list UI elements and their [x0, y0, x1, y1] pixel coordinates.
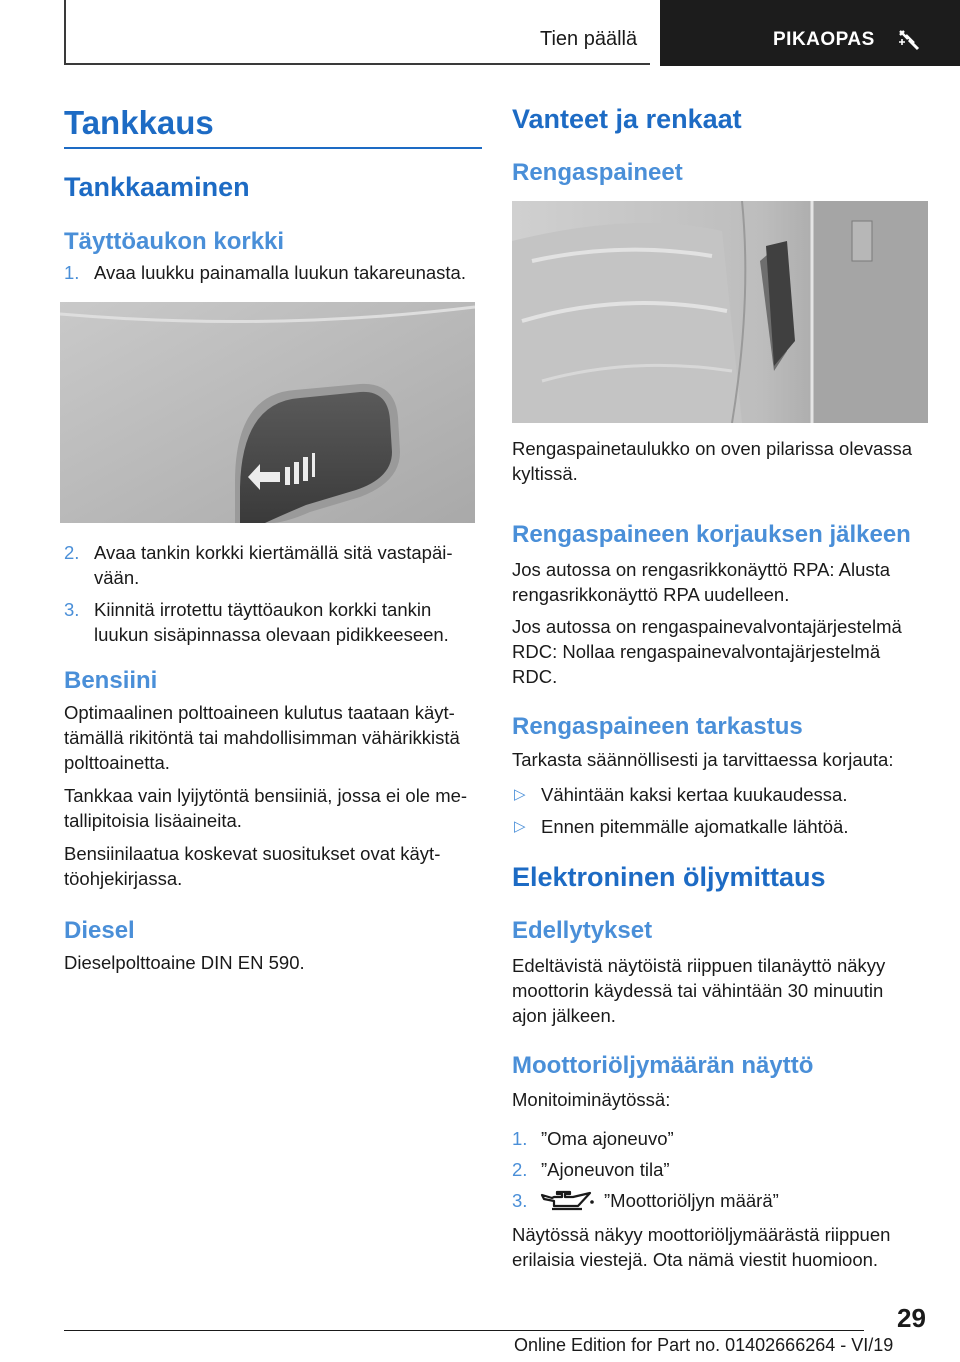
fuel-flap-photo: [60, 302, 475, 523]
petrol-p1-b: tämällä rikitöntä tai mahdollisimman vähärikkistä: [64, 727, 460, 748]
req-text-c: ajon jälkeen.: [512, 1005, 616, 1026]
footer-rule: [64, 1330, 864, 1331]
header-left-rule: [64, 0, 66, 64]
menu-step-1-text: ”Oma ajoneuvo”: [541, 1128, 674, 1149]
diesel-text: Dieselpolttoaine DIN EN 590.: [64, 952, 305, 973]
heading-tyre-pressure: Rengaspaineet: [512, 159, 683, 186]
petrol-p1-c: polttoainetta.: [64, 752, 170, 773]
menu-step-2-text: ”Ajoneuvon tila”: [541, 1159, 670, 1180]
petrol-p3-a: Bensiinilaatua koskevat suositukset ovat käyt-: [64, 843, 441, 864]
req-text-a: Edeltävistä näytöistä riippuen tilanäyttö näkyy: [512, 955, 886, 976]
oil-can-icon: [540, 1190, 594, 1212]
petrol-p2-b: tallipitoisia lisäaineita.: [64, 810, 242, 831]
heading-tankkaus: Tankkaus: [64, 104, 214, 141]
footer-edition: Online Edition for Part no. 01402666264 - VI/19: [514, 1335, 894, 1355]
heading-requirements: Edellytykset: [512, 917, 653, 944]
step-1-number: 1.: [64, 262, 80, 283]
pressure-text-a: Rengaspainetaulukko on oven pilarissa olevassa: [512, 438, 913, 459]
step-3-text-b: luukun sisäpinnassa olevaan pidikkeeseen.: [94, 624, 449, 645]
bullet-2-text: Ennen pitemmälle ajomatkalle lähtöä.: [541, 816, 849, 837]
req-text-b: moottorin käydessä tai vähintään 30 minuutin: [512, 980, 884, 1001]
step-2-text-a: Avaa tankin korkki kiertämällä sitä vastapäi-: [94, 542, 453, 563]
final-text-b: erilaisia viestejä. Ota nämä viestit huomioon.: [512, 1249, 879, 1270]
heading-diesel: Diesel: [64, 917, 135, 944]
petrol-p3-b: töohjekirjassa.: [64, 868, 183, 889]
pressure-text-b: kyltissä.: [512, 463, 578, 484]
heading-wheels: Vanteet ja renkaat: [512, 104, 742, 134]
menu-step-3-text: ”Moottoriöljyn määrä”: [604, 1190, 779, 1211]
step-1-text: Avaa luukku painamalla luukun takareunasta.: [94, 262, 466, 283]
quick-guide-icon: [897, 28, 921, 52]
page-number: 29: [897, 1303, 926, 1333]
quick-guide-tab-label[interactable]: PIKAOPAS: [773, 29, 875, 50]
after-p2-b: RDC: Nollaa rengaspainevalvontajärjestelmä: [512, 641, 881, 662]
header-section-title[interactable]: Tien päällä: [540, 28, 638, 50]
bullet-triangle-icon: ▷: [514, 818, 526, 835]
petrol-p2-a: Tankkaa vain lyijytöntä bensiiniä, jossa ei ole me-: [64, 785, 468, 806]
heading-pressure-check: Rengaspaineen tarkastus: [512, 713, 803, 740]
step-3-number: 3.: [64, 599, 80, 620]
heading-tankkaaminen: Tankkaaminen: [64, 172, 250, 202]
heading-oil-level-display: Moottoriöljymäärän näyttö: [512, 1052, 814, 1079]
bullet-1-text: Vähintään kaksi kertaa kuukaudessa.: [541, 784, 848, 805]
step-2-number: 2.: [64, 542, 80, 563]
step-3-text-a: Kiinnitä irrotettu täyttöaukon korkki tankin: [94, 599, 432, 620]
step-2-text-b: vään.: [94, 567, 140, 588]
check-text: Tarkasta säännöllisesti ja tarvittaessa korjauta:: [512, 749, 894, 770]
door-pillar-photo: [512, 201, 928, 423]
final-text-a: Näytössä näkyy moottoriöljymäärästä riippuen: [512, 1224, 891, 1245]
heading-fuel-cap: Täyttöaukon korkki: [64, 228, 285, 255]
heading-petrol: Bensiini: [64, 667, 158, 694]
display-text: Monitoiminäytössä:: [512, 1089, 671, 1110]
petrol-p1-a: Optimaalinen polttoaineen kulutus taataan käyt-: [64, 702, 455, 723]
heading-after-correction: Rengaspaineen korjauksen jälkeen: [512, 521, 911, 548]
heading-electronic-oil: Elektroninen öljymittaus: [512, 862, 826, 892]
header-bottom-rule: [64, 63, 650, 65]
after-p1-b: rengasrikkonäyttö RPA uudelleen.: [512, 584, 790, 605]
after-p1-a: Jos autossa on rengasrikkonäyttö RPA: Alusta: [512, 559, 891, 580]
menu-step-1-number: 1.: [512, 1128, 528, 1149]
after-p2-c: RDC.: [512, 666, 558, 687]
bullet-triangle-icon: ▷: [514, 786, 526, 803]
after-p2-a: Jos autossa on rengaspainevalvontajärjestelmä: [512, 616, 902, 637]
heading-rule: [64, 147, 482, 149]
menu-step-2-number: 2.: [512, 1159, 528, 1180]
menu-step-3-number: 3.: [512, 1190, 528, 1211]
